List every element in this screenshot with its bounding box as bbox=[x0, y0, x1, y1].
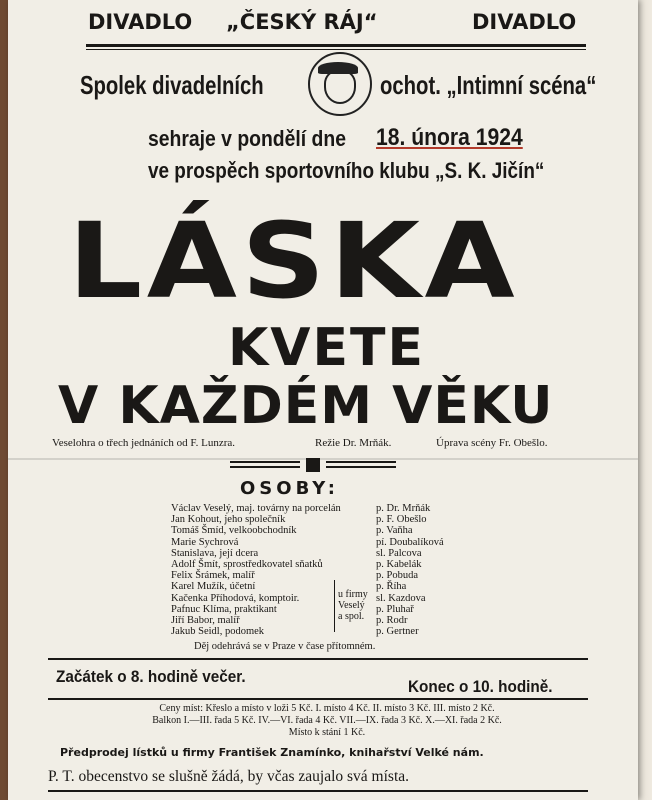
society-right: ochot. „Intimní scéna“ bbox=[380, 70, 597, 100]
theatre-label-right: DIVADLO bbox=[472, 10, 577, 34]
times-rule-top bbox=[48, 658, 588, 660]
firm-note-line: u firmy bbox=[338, 589, 368, 600]
end-time: Konec o 10. hodině. bbox=[408, 677, 553, 696]
cast-role: Karel Mužík, účetní bbox=[171, 581, 256, 593]
performance-intro: sehraje v pondělí dne bbox=[148, 126, 346, 151]
firm-brace bbox=[334, 580, 335, 632]
stage-credit: Úprava scény Fr. Obešlo. bbox=[436, 437, 548, 449]
cast-role: Jakub Seidl, podomek bbox=[171, 626, 265, 638]
firm-note-line: a spol. bbox=[338, 611, 365, 622]
setting-note: Děj odehrává se v Praze v čase přítomném. bbox=[194, 641, 376, 652]
cast-actor: p. F. Obešlo bbox=[376, 514, 427, 526]
genre-credit: Veselohra o třech jednáních od F. Lunzra. bbox=[52, 437, 235, 449]
cast-role: Jan Kohout, jeho společník bbox=[171, 514, 286, 526]
cast-actor: p. Pobuda bbox=[376, 570, 418, 582]
cast-actor: p. Gertner bbox=[376, 626, 419, 638]
cast-actor: sl. Kazdova bbox=[376, 592, 426, 604]
cast-role: Václav Veselý, maj. továrny na porcelán bbox=[171, 503, 341, 514]
audience-notice: P. T. obecenstvo se slušně žádá, by včas zaujalo svá místa. bbox=[48, 768, 410, 785]
cast-role: Pafnuc Klíma, praktikant bbox=[171, 603, 277, 615]
cast-actor: p. Dr. Mrňák bbox=[376, 503, 431, 514]
society-emblem bbox=[308, 52, 372, 116]
start-time: Začátek o 8. hodině večer. bbox=[56, 667, 246, 686]
bottom-rule bbox=[48, 790, 588, 792]
ornament-right-2 bbox=[326, 466, 396, 468]
cast-role: Kačenka Příhodová, komptoir. bbox=[171, 592, 300, 604]
ornament-left bbox=[230, 461, 300, 463]
cast-actor: p. Vaňha bbox=[376, 525, 413, 537]
performance-date: 18. února 1924 bbox=[376, 124, 523, 151]
cast-actor: p. Kabelák bbox=[376, 559, 422, 570]
cast-role: Jiří Babor, malíř bbox=[171, 615, 240, 626]
prices-line3: Místo k stání 1 Kč. bbox=[288, 727, 366, 738]
play-title-line1: LÁSKA bbox=[68, 200, 520, 322]
cast-heading: OSOBY: bbox=[240, 478, 339, 499]
cast-actor: sl. Palcova bbox=[376, 547, 422, 559]
cast-actor: pí. Doubalíková bbox=[376, 536, 444, 548]
prices-line1: Ceny míst: Křeslo a místo v loži 5 Kč. I. místo 4 Kč. II. místo 3 Kč. III. místo 2 Kč. bbox=[159, 703, 495, 714]
cast-role: Marie Sychrová bbox=[171, 536, 239, 548]
cast-actor: p. Rodr bbox=[376, 615, 408, 626]
cast-actor: p. Pluhař bbox=[376, 603, 414, 615]
ornament-center bbox=[306, 458, 320, 472]
prices-line2: Balkon I.—III. řada 5 Kč. IV.—VI. řada 4 Kč. VII.—IX. řada 3 Kč. X.—XI. řada 2 Kč. bbox=[152, 715, 502, 726]
play-title-line2: KVETE bbox=[228, 318, 426, 378]
presale-note: Předprodej lístků u firmy František Znamínko, knihařství Velké nám. bbox=[60, 746, 484, 759]
cast-role: Adolf Šmít, sprostředkovatel sňatků bbox=[171, 559, 323, 570]
play-title-line3: V KAŽDÉM VĚKU bbox=[58, 376, 554, 436]
theatre-poster bbox=[8, 0, 638, 800]
header-rule-thin bbox=[86, 49, 586, 50]
header-rule bbox=[86, 44, 586, 47]
times-rule-bottom bbox=[48, 698, 588, 700]
cast-actor: p. Říha bbox=[376, 581, 407, 593]
firm-note bbox=[338, 589, 368, 622]
ornament-right bbox=[326, 461, 396, 463]
director-credit: Režie Dr. Mrňák. bbox=[315, 437, 392, 449]
cast-role: Felix Šrámek, malíř bbox=[171, 570, 255, 582]
benefit-line: ve prospěch sportovního klubu „S. K. Jičín“ bbox=[148, 158, 545, 183]
theatre-label-left: DIVADLO bbox=[88, 10, 193, 34]
cast-role: Tomáš Šmíd, velkoobchodník bbox=[171, 525, 297, 537]
society-left: Spolek divadelních bbox=[80, 70, 264, 100]
emblem-face bbox=[324, 70, 356, 104]
firm-note-line: Veselý bbox=[338, 600, 365, 611]
theatre-name: „ČESKÝ RÁJ“ bbox=[226, 10, 378, 34]
cast-role: Stanislava, její dcera bbox=[171, 547, 259, 559]
ornament-left-2 bbox=[230, 466, 300, 468]
paper-fold bbox=[8, 458, 638, 460]
